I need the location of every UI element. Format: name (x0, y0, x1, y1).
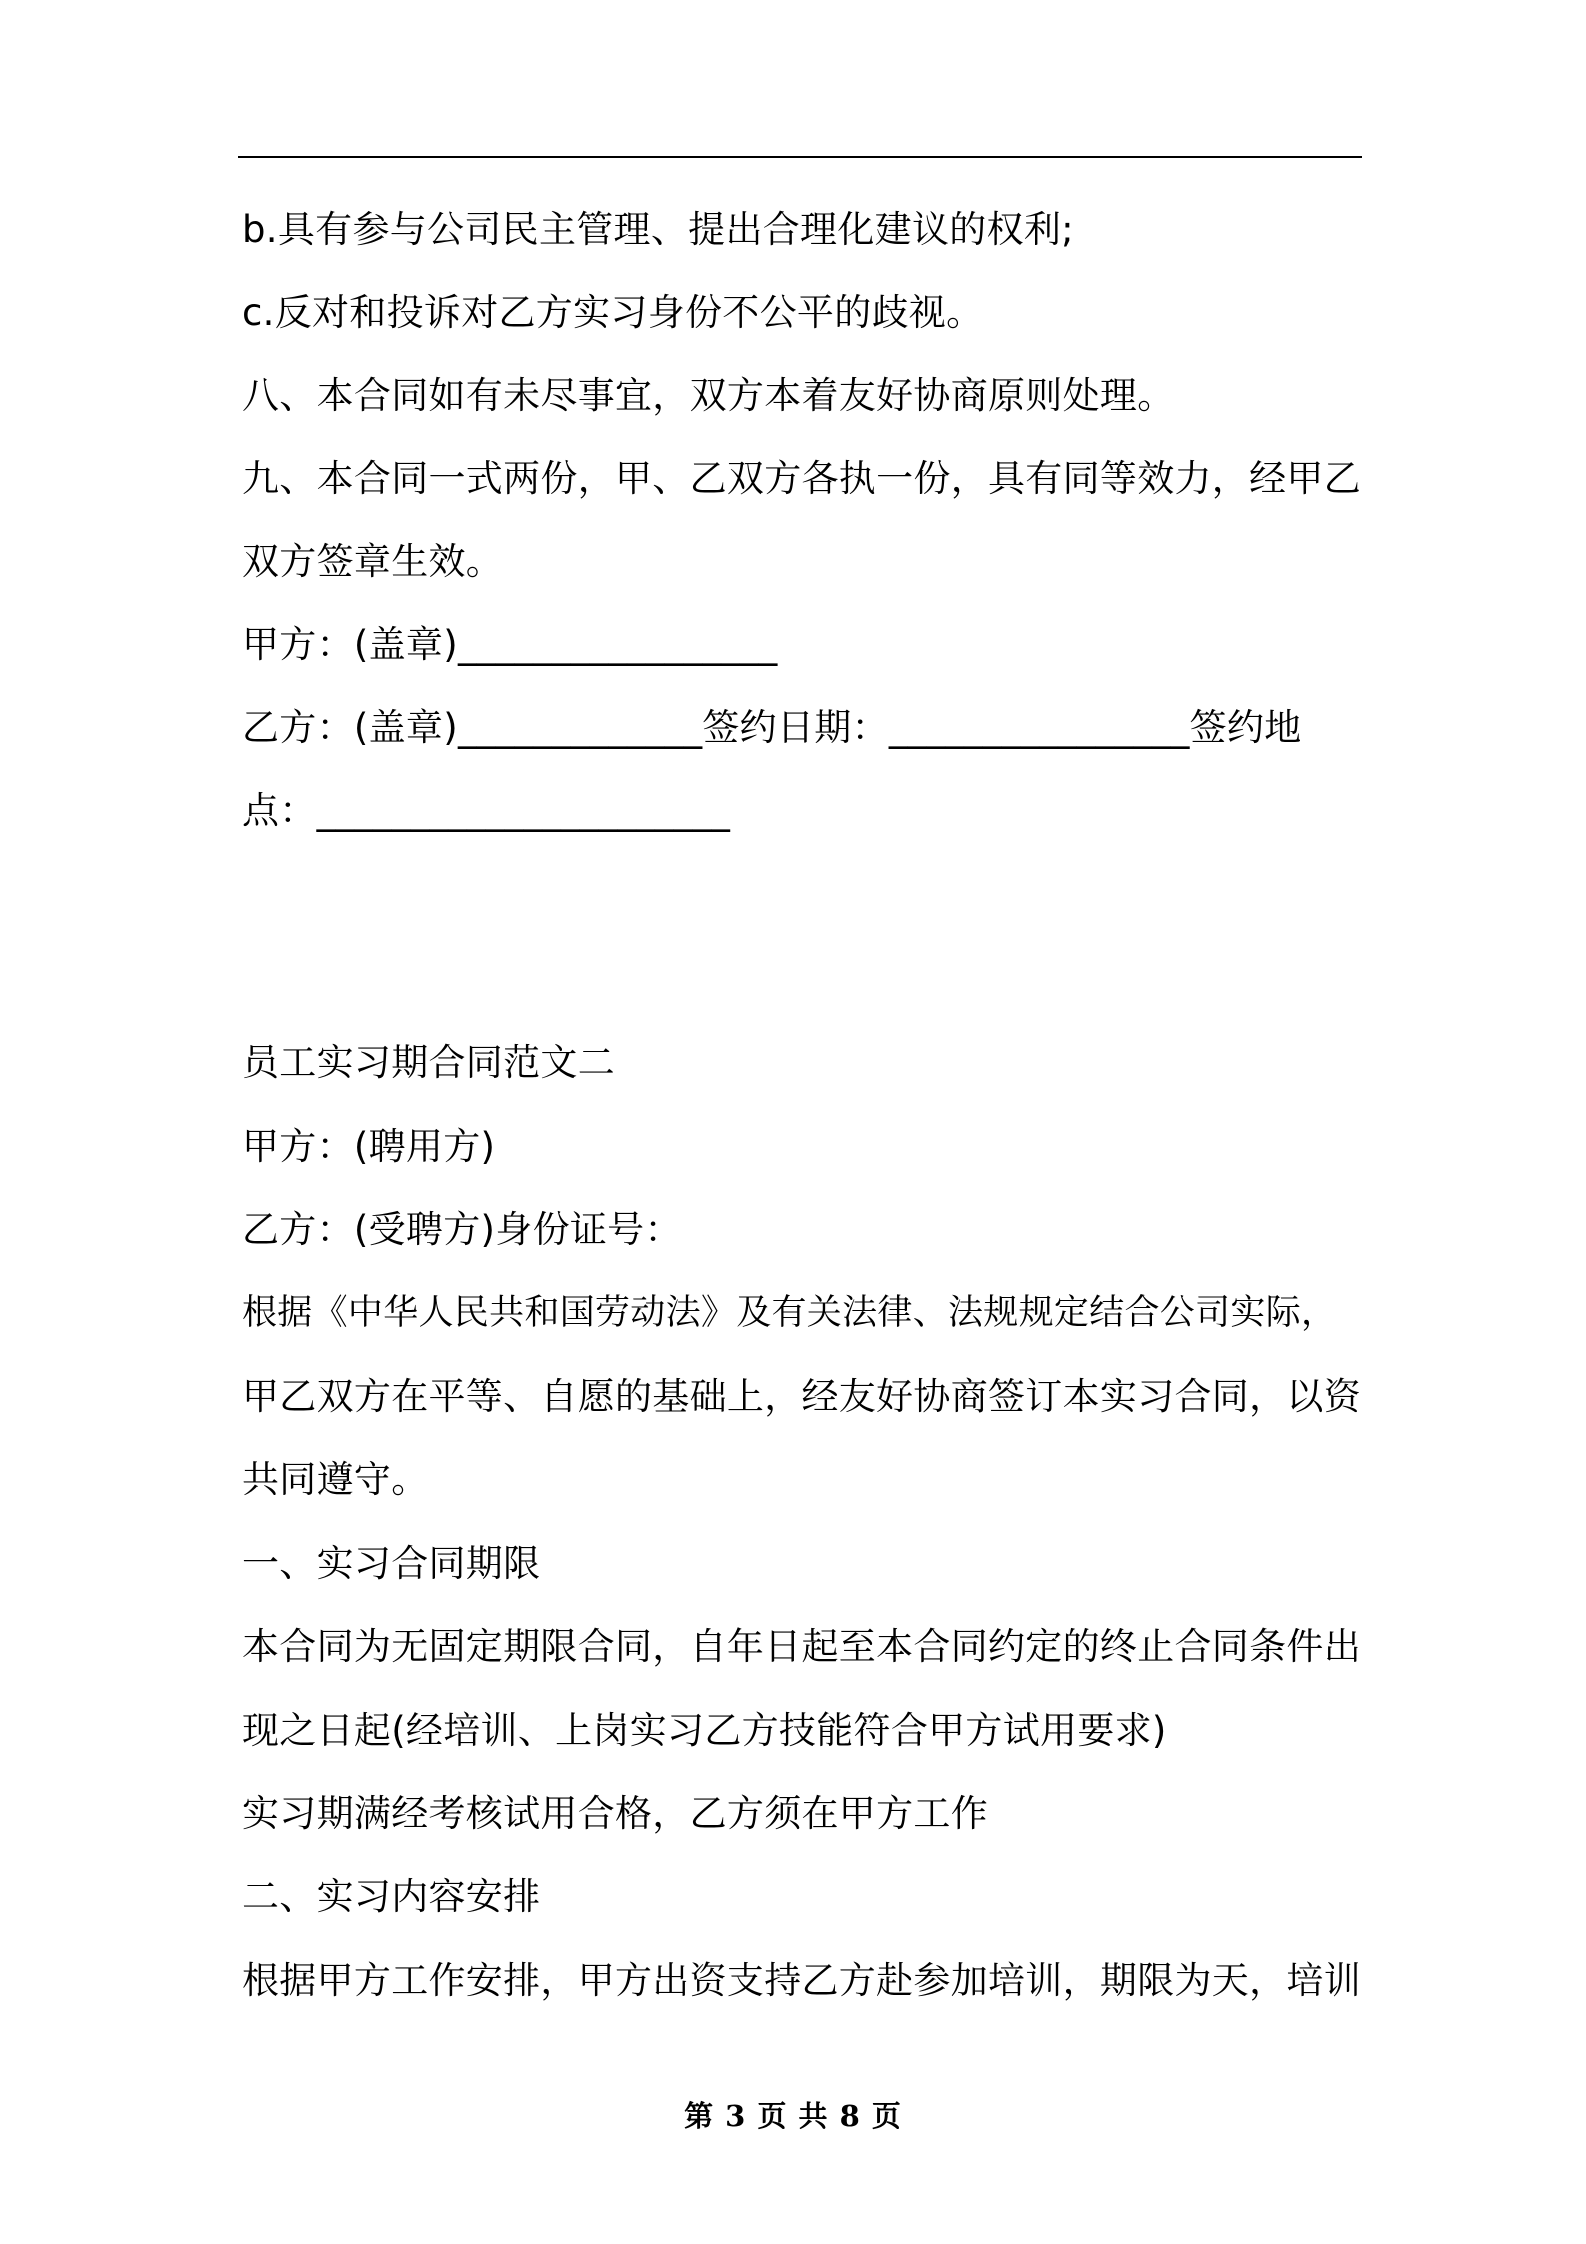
text-line: 实习期满经考核试用合格，乙方须在甲方工作 (242, 1792, 988, 1835)
text-line: 根据甲方工作安排，甲方出资支持乙方赴参加培训，期限为天，培训 (242, 1959, 1361, 2002)
text-line: 双方签章生效。 (242, 540, 504, 583)
section-heading: 一、实习合同期限 (242, 1542, 541, 1585)
text-line: 八、本合同如有未尽事宜，双方本着友好协商原则处理。 (242, 374, 1175, 417)
section-title: 员工实习期合同范文二 (242, 1041, 615, 1084)
text-line: 本合同为无固定期限合同，自年日起至本合同约定的终止合同条件出 (242, 1625, 1361, 1668)
text-line: b.具有参与公司民主管理、提出合理化建议的权利; (242, 208, 1074, 251)
text-line: 乙方：(受聘方)身份证号： (242, 1208, 682, 1251)
text-line: 根据《中华人民共和国劳动法》及有关法律、法规规定结合公司实际， (242, 1293, 1337, 1333)
text-line: c.反对和投诉对乙方实习身份不公平的歧视。 (242, 291, 984, 334)
text-line: 九、本合同一式两份，甲、乙双方各执一份，具有同等效力，经甲乙 (242, 457, 1361, 500)
text-line: 现之日起(经培训、上岗实习乙方技能符合甲方试用要求) (242, 1709, 1167, 1752)
section-heading: 二、实习内容安排 (242, 1875, 541, 1918)
text-line: 甲乙双方在平等、自愿的基础上，经友好协商签订本实习合同，以资 (242, 1375, 1361, 1418)
signature-line-party-a: 甲方：(盖章)_________________ (242, 623, 778, 666)
text-line: 共同遵守。 (242, 1458, 429, 1501)
page-number: 第 3 页 共 8 页 (684, 2099, 902, 2133)
signature-line-place: 点：______________________ (242, 789, 731, 832)
text-line: 甲方：(聘用方) (242, 1125, 496, 1168)
header-rule (238, 156, 1362, 158)
signature-line-party-b: 乙方：(盖章)_____________签约日期：________________签约地 (242, 706, 1302, 749)
